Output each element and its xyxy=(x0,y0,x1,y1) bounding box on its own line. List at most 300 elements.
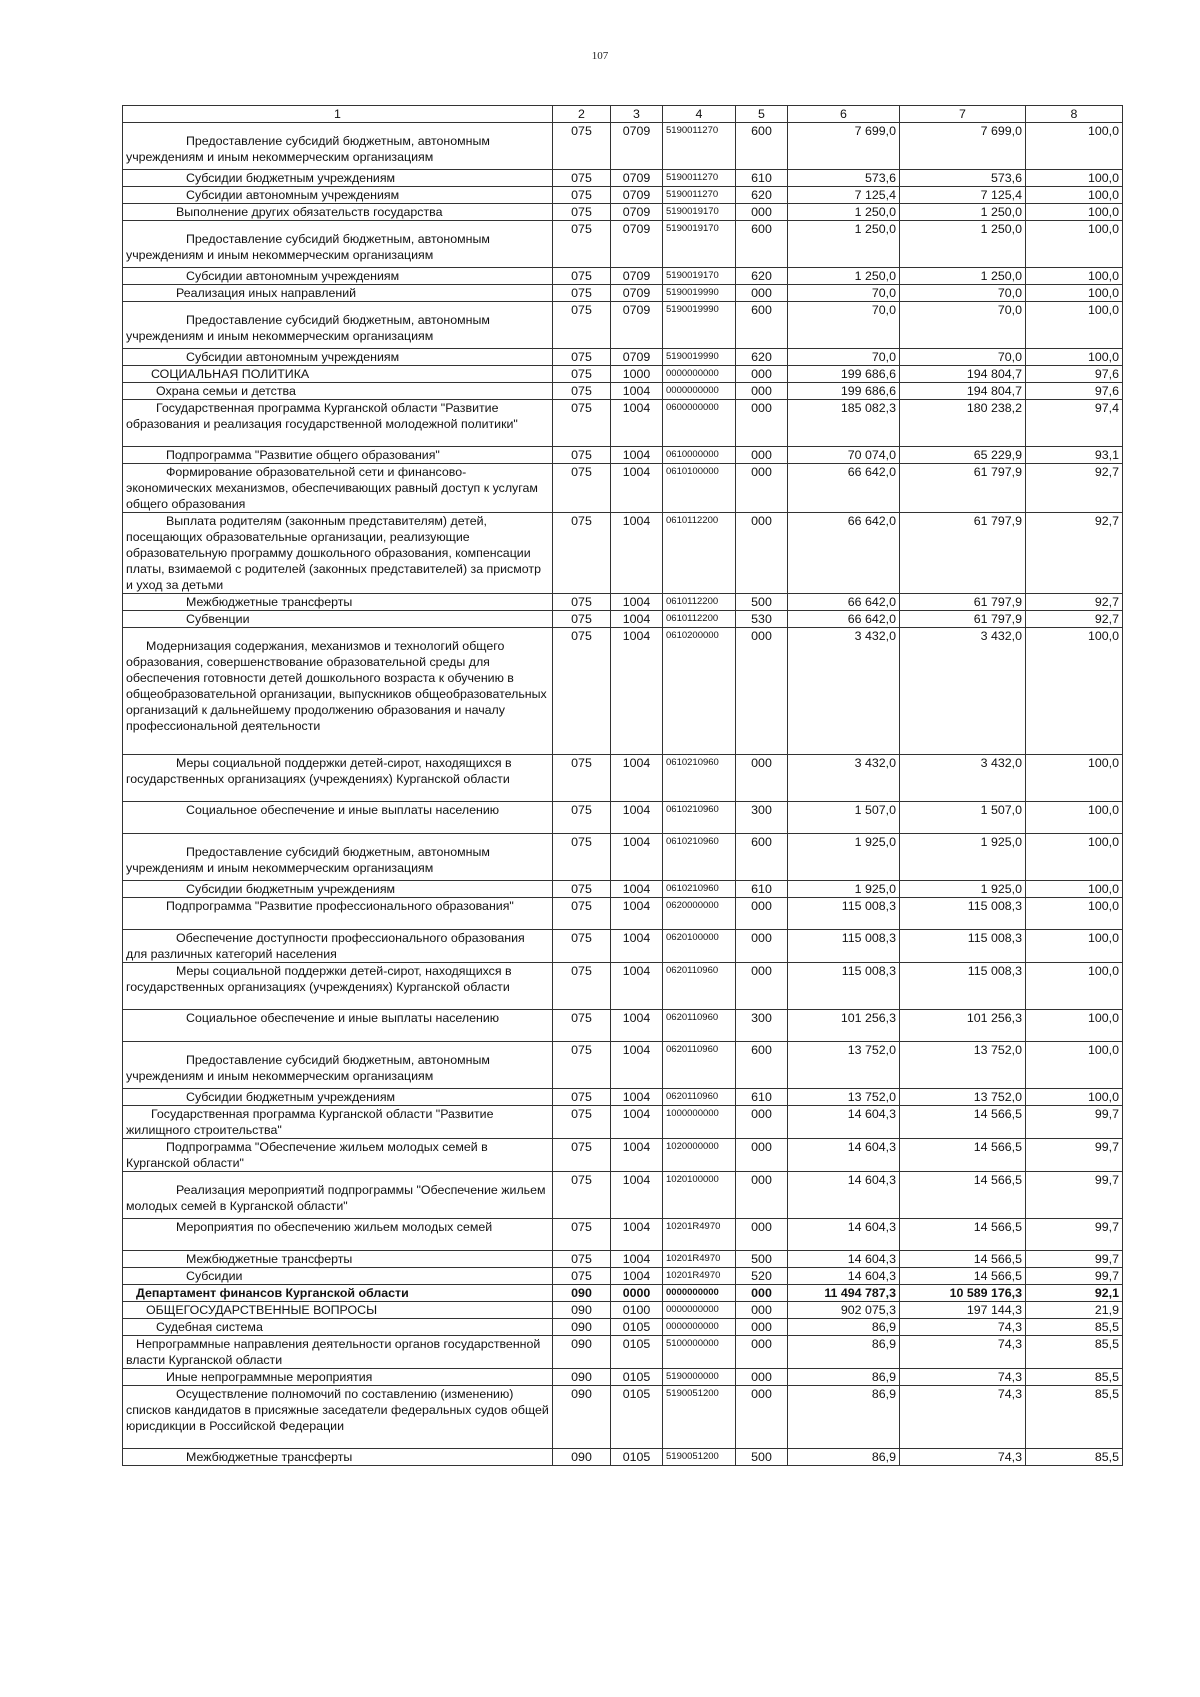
cell-c8: 92,7 xyxy=(1026,594,1123,611)
cell-c6: 1 507,0 xyxy=(788,802,900,834)
cell-c8: 99,7 xyxy=(1026,1219,1123,1251)
cell-c8: 85,5 xyxy=(1026,1336,1123,1369)
cell-c6: 14 604,3 xyxy=(788,1106,900,1139)
cell-c6: 115 008,3 xyxy=(788,898,900,930)
cell-c6: 1 250,0 xyxy=(788,268,900,285)
cell-c4: 0610100000 xyxy=(663,464,736,513)
cell-c3: 1004 xyxy=(611,1251,663,1268)
row-name: Реализация мероприятий подпрограммы "Обеспечение жильем молодых семей в Курганской области" xyxy=(126,1183,546,1213)
row-name: Предоставление субсидий бюджетным, автономным учреждениям и иным некоммерческим организациям xyxy=(126,1053,490,1083)
table-row xyxy=(123,1251,1123,1268)
cell-c4: 0000000000 xyxy=(663,1285,736,1302)
cell-c4: 5100000000 xyxy=(663,1336,736,1369)
cell-c2: 075 xyxy=(553,302,611,349)
cell-c7: 1 250,0 xyxy=(900,204,1026,221)
table-row xyxy=(123,594,1123,611)
cell-c7: 7 125,4 xyxy=(900,187,1026,204)
cell-c3: 0105 xyxy=(611,1449,663,1466)
cell-c5: 600 xyxy=(736,221,788,268)
table-row xyxy=(123,802,1123,834)
cell-c8: 99,7 xyxy=(1026,1172,1123,1219)
cell-c3: 1004 xyxy=(611,1172,663,1219)
cell-c2: 075 xyxy=(553,1268,611,1285)
cell-c7: 1 250,0 xyxy=(900,268,1026,285)
cell-c8: 100,0 xyxy=(1026,204,1123,221)
row-name-cell xyxy=(123,366,553,383)
table-row xyxy=(123,366,1123,383)
row-name-cell xyxy=(123,1219,553,1251)
cell-c4: 0610112200 xyxy=(663,611,736,628)
row-name-cell xyxy=(123,1172,553,1219)
row-name-cell xyxy=(123,834,553,881)
cell-c7: 180 238,2 xyxy=(900,400,1026,447)
cell-c3: 0709 xyxy=(611,302,663,349)
cell-c8: 100,0 xyxy=(1026,755,1123,802)
cell-c4: 0620100000 xyxy=(663,930,736,963)
row-name: Выполнение других обязательств государства xyxy=(176,205,443,219)
table-row xyxy=(123,1386,1123,1449)
cell-c7: 74,3 xyxy=(900,1449,1026,1466)
cell-c8: 100,0 xyxy=(1026,221,1123,268)
row-name: Социальное обеспечение и иные выплаты населению xyxy=(186,1011,500,1025)
cell-c4: 0600000000 xyxy=(663,400,736,447)
table-row xyxy=(123,881,1123,898)
cell-c6: 86,9 xyxy=(788,1319,900,1336)
row-name-cell xyxy=(123,755,553,802)
cell-c2: 075 xyxy=(553,881,611,898)
cell-c2: 075 xyxy=(553,221,611,268)
row-name-cell xyxy=(123,1268,553,1285)
table-row xyxy=(123,963,1123,1010)
cell-c7: 70,0 xyxy=(900,285,1026,302)
cell-c5: 600 xyxy=(736,302,788,349)
cell-c3: 1004 xyxy=(611,881,663,898)
cell-c4: 0620110960 xyxy=(663,1010,736,1042)
cell-c6: 101 256,3 xyxy=(788,1010,900,1042)
table-row xyxy=(123,628,1123,755)
table-row xyxy=(123,1106,1123,1139)
cell-c2: 075 xyxy=(553,755,611,802)
cell-c7: 1 250,0 xyxy=(900,221,1026,268)
cell-c3: 1004 xyxy=(611,834,663,881)
cell-c8: 97,6 xyxy=(1026,366,1123,383)
cell-c3: 0100 xyxy=(611,1302,663,1319)
cell-c7: 14 566,5 xyxy=(900,1139,1026,1172)
cell-c7: 194 804,7 xyxy=(900,383,1026,400)
table-row xyxy=(123,1336,1123,1369)
cell-c6: 902 075,3 xyxy=(788,1302,900,1319)
row-name-cell xyxy=(123,802,553,834)
cell-c8: 99,7 xyxy=(1026,1106,1123,1139)
cell-c7: 14 566,5 xyxy=(900,1268,1026,1285)
row-name: Непрограммные направления деятельности органов государственной власти Курганской области xyxy=(126,1337,541,1367)
column-header: 8 xyxy=(1026,106,1123,123)
table-row xyxy=(123,898,1123,930)
cell-c3: 1004 xyxy=(611,1010,663,1042)
cell-c8: 100,0 xyxy=(1026,187,1123,204)
cell-c6: 70,0 xyxy=(788,349,900,366)
row-name: Обеспечение доступности профессионального образования для различных категорий населения xyxy=(126,931,525,961)
cell-c7: 14 566,5 xyxy=(900,1251,1026,1268)
row-name-cell xyxy=(123,898,553,930)
cell-c3: 1004 xyxy=(611,802,663,834)
cell-c2: 075 xyxy=(553,1219,611,1251)
cell-c5: 620 xyxy=(736,187,788,204)
cell-c5: 300 xyxy=(736,1010,788,1042)
cell-c8: 100,0 xyxy=(1026,285,1123,302)
cell-c7: 13 752,0 xyxy=(900,1089,1026,1106)
row-name: Подпрограмма "Развитие профессионального образования" xyxy=(166,899,514,913)
column-header: 6 xyxy=(788,106,900,123)
cell-c7: 115 008,3 xyxy=(900,898,1026,930)
cell-c6: 1 250,0 xyxy=(788,221,900,268)
cell-c3: 1004 xyxy=(611,898,663,930)
cell-c8: 100,0 xyxy=(1026,302,1123,349)
cell-c2: 075 xyxy=(553,285,611,302)
row-name-cell xyxy=(123,123,553,170)
cell-c3: 0105 xyxy=(611,1369,663,1386)
cell-c3: 1004 xyxy=(611,1268,663,1285)
cell-c4: 1020000000 xyxy=(663,1139,736,1172)
budget-table xyxy=(122,105,1123,1466)
row-name: Меры социальной поддержки детей-сирот, находящихся в государственных организациях (учреждениях) Курганской области xyxy=(126,964,512,994)
row-name-cell xyxy=(123,285,553,302)
cell-c3: 1004 xyxy=(611,930,663,963)
cell-c4: 5190051200 xyxy=(663,1386,736,1449)
table-row xyxy=(123,204,1123,221)
row-name: Судебная система xyxy=(156,1320,263,1334)
cell-c6: 14 604,3 xyxy=(788,1268,900,1285)
cell-c4: 0000000000 xyxy=(663,366,736,383)
row-name: Меры социальной поддержки детей-сирот, находящихся в государственных организациях (учреждениях) Курганской области xyxy=(126,756,512,786)
cell-c8: 100,0 xyxy=(1026,170,1123,187)
row-name-cell xyxy=(123,513,553,594)
table-row xyxy=(123,1089,1123,1106)
cell-c2: 075 xyxy=(553,834,611,881)
row-name: Государственная программа Курганской области "Развитие жилищного строительства" xyxy=(126,1107,494,1137)
cell-c3: 1004 xyxy=(611,755,663,802)
cell-c8: 92,7 xyxy=(1026,513,1123,594)
row-name: Предоставление субсидий бюджетным, автономным учреждениям и иным некоммерческим организациям xyxy=(126,232,490,262)
cell-c2: 075 xyxy=(553,268,611,285)
cell-c8: 85,5 xyxy=(1026,1386,1123,1449)
cell-c8: 100,0 xyxy=(1026,963,1123,1010)
table-row xyxy=(123,268,1123,285)
row-name: Реализация иных направлений xyxy=(176,286,357,300)
cell-c3: 0000 xyxy=(611,1285,663,1302)
cell-c2: 075 xyxy=(553,383,611,400)
cell-c3: 0709 xyxy=(611,170,663,187)
cell-c2: 075 xyxy=(553,802,611,834)
cell-c6: 13 752,0 xyxy=(788,1089,900,1106)
cell-c7: 74,3 xyxy=(900,1386,1026,1449)
row-name: ОБЩЕГОСУДАРСТВЕННЫЕ ВОПРОСЫ xyxy=(146,1303,378,1317)
cell-c2: 075 xyxy=(553,204,611,221)
cell-c5: 000 xyxy=(736,628,788,755)
cell-c4: 5190051200 xyxy=(663,1449,736,1466)
cell-c5: 000 xyxy=(736,366,788,383)
cell-c4: 0610210960 xyxy=(663,802,736,834)
table-row xyxy=(123,611,1123,628)
table-row xyxy=(123,349,1123,366)
cell-c3: 1004 xyxy=(611,963,663,1010)
cell-c5: 000 xyxy=(736,285,788,302)
table-row xyxy=(123,400,1123,447)
row-name: Субсидии автономным учреждениям xyxy=(186,269,400,283)
cell-c4: 5190000000 xyxy=(663,1369,736,1386)
cell-c5: 610 xyxy=(736,881,788,898)
table-body xyxy=(123,123,1123,1466)
cell-c5: 000 xyxy=(736,1219,788,1251)
column-header: 4 xyxy=(663,106,736,123)
cell-c2: 075 xyxy=(553,187,611,204)
cell-c8: 100,0 xyxy=(1026,881,1123,898)
row-name-cell xyxy=(123,594,553,611)
table-row xyxy=(123,1302,1123,1319)
cell-c8: 85,5 xyxy=(1026,1369,1123,1386)
cell-c2: 090 xyxy=(553,1319,611,1336)
cell-c5: 600 xyxy=(736,1042,788,1089)
cell-c6: 86,9 xyxy=(788,1449,900,1466)
cell-c4: 5190019990 xyxy=(663,349,736,366)
column-header: 5 xyxy=(736,106,788,123)
cell-c6: 199 686,6 xyxy=(788,366,900,383)
cell-c8: 93,1 xyxy=(1026,447,1123,464)
cell-c5: 000 xyxy=(736,755,788,802)
cell-c8: 85,5 xyxy=(1026,1449,1123,1466)
row-name-cell xyxy=(123,349,553,366)
row-name-cell xyxy=(123,1010,553,1042)
cell-c8: 99,7 xyxy=(1026,1251,1123,1268)
table-row xyxy=(123,187,1123,204)
cell-c7: 573,6 xyxy=(900,170,1026,187)
row-name-cell xyxy=(123,447,553,464)
cell-c7: 61 797,9 xyxy=(900,611,1026,628)
cell-c3: 0709 xyxy=(611,285,663,302)
cell-c7: 115 008,3 xyxy=(900,930,1026,963)
cell-c2: 075 xyxy=(553,447,611,464)
cell-c3: 1004 xyxy=(611,400,663,447)
cell-c4: 5190019990 xyxy=(663,302,736,349)
cell-c5: 520 xyxy=(736,1268,788,1285)
cell-c6: 86,9 xyxy=(788,1336,900,1369)
cell-c4: 0000000000 xyxy=(663,1302,736,1319)
page-number: 107 xyxy=(591,50,609,62)
cell-c6: 66 642,0 xyxy=(788,611,900,628)
cell-c5: 000 xyxy=(736,1302,788,1319)
cell-c5: 000 xyxy=(736,400,788,447)
cell-c8: 85,5 xyxy=(1026,1319,1123,1336)
cell-c8: 100,0 xyxy=(1026,834,1123,881)
row-name-cell xyxy=(123,1089,553,1106)
table-row xyxy=(123,1285,1123,1302)
cell-c3: 1004 xyxy=(611,628,663,755)
row-name-cell xyxy=(123,1042,553,1089)
cell-c6: 115 008,3 xyxy=(788,930,900,963)
cell-c3: 1004 xyxy=(611,1106,663,1139)
cell-c4: 0610210960 xyxy=(663,755,736,802)
row-name: Предоставление субсидий бюджетным, автономным учреждениям и иным некоммерческим организациям xyxy=(126,313,490,343)
cell-c4: 10201R4970 xyxy=(663,1219,736,1251)
row-name: Предоставление субсидий бюджетным, автономным учреждениям и иным некоммерческим организациям xyxy=(126,134,490,164)
table-row xyxy=(123,447,1123,464)
row-name: Социальное обеспечение и иные выплаты населению xyxy=(186,803,500,817)
cell-c7: 101 256,3 xyxy=(900,1010,1026,1042)
row-name-cell xyxy=(123,204,553,221)
cell-c4: 0000000000 xyxy=(663,383,736,400)
row-name-cell xyxy=(123,1285,553,1302)
table-row xyxy=(123,285,1123,302)
cell-c7: 61 797,9 xyxy=(900,464,1026,513)
cell-c6: 3 432,0 xyxy=(788,755,900,802)
table-row xyxy=(123,1369,1123,1386)
row-name: Иные непрограммные мероприятия xyxy=(166,1370,373,1384)
row-name-cell xyxy=(123,1139,553,1172)
cell-c5: 620 xyxy=(736,268,788,285)
row-name-cell xyxy=(123,963,553,1010)
cell-c3: 1004 xyxy=(611,447,663,464)
table-row xyxy=(123,123,1123,170)
cell-c6: 70,0 xyxy=(788,285,900,302)
row-name-cell xyxy=(123,464,553,513)
table-row xyxy=(123,170,1123,187)
cell-c2: 075 xyxy=(553,611,611,628)
row-name: Подпрограмма "Обеспечение жильем молодых семей в Курганской области" xyxy=(126,1140,488,1170)
table-row xyxy=(123,834,1123,881)
cell-c4: 5190019170 xyxy=(663,221,736,268)
cell-c3: 0709 xyxy=(611,349,663,366)
cell-c2: 075 xyxy=(553,349,611,366)
cell-c5: 000 xyxy=(736,1285,788,1302)
cell-c8: 97,4 xyxy=(1026,400,1123,447)
row-name-cell xyxy=(123,628,553,755)
cell-c3: 1004 xyxy=(611,1139,663,1172)
cell-c4: 0620110960 xyxy=(663,963,736,1010)
cell-c5: 530 xyxy=(736,611,788,628)
cell-c6: 14 604,3 xyxy=(788,1172,900,1219)
cell-c3: 0709 xyxy=(611,268,663,285)
cell-c3: 1004 xyxy=(611,1042,663,1089)
cell-c7: 65 229,9 xyxy=(900,447,1026,464)
cell-c2: 075 xyxy=(553,464,611,513)
row-name-cell xyxy=(123,1369,553,1386)
cell-c3: 1004 xyxy=(611,513,663,594)
row-name: Охрана семьи и детства xyxy=(156,384,296,398)
cell-c4: 0610112200 xyxy=(663,594,736,611)
cell-c8: 100,0 xyxy=(1026,628,1123,755)
row-name-cell xyxy=(123,930,553,963)
cell-c2: 075 xyxy=(553,366,611,383)
cell-c6: 115 008,3 xyxy=(788,963,900,1010)
row-name-cell xyxy=(123,302,553,349)
cell-c8: 100,0 xyxy=(1026,123,1123,170)
row-name-cell xyxy=(123,1386,553,1449)
row-name-cell xyxy=(123,1106,553,1139)
cell-c4: 10201R4970 xyxy=(663,1251,736,1268)
cell-c5: 600 xyxy=(736,834,788,881)
cell-c8: 97,6 xyxy=(1026,383,1123,400)
cell-c3: 1004 xyxy=(611,1089,663,1106)
row-name-cell xyxy=(123,383,553,400)
cell-c8: 100,0 xyxy=(1026,268,1123,285)
cell-c4: 1020100000 xyxy=(663,1172,736,1219)
cell-c2: 075 xyxy=(553,170,611,187)
cell-c5: 610 xyxy=(736,170,788,187)
cell-c5: 000 xyxy=(736,1386,788,1449)
row-name: Модернизация содержания, механизмов и технологий общего образования, совершенствование образовательной среды для обеспечения готовности детей дошкольного возраста к обучению в общеобразовательной организации, выпускников общеобразовательных организаций к дальнейшему продолжению образования и началу профессиональной деятельности xyxy=(126,639,547,733)
cell-c7: 1 925,0 xyxy=(900,834,1026,881)
cell-c6: 1 925,0 xyxy=(788,881,900,898)
table-row xyxy=(123,1042,1123,1089)
table-row xyxy=(123,464,1123,513)
cell-c4: 5190019170 xyxy=(663,268,736,285)
cell-c5: 000 xyxy=(736,383,788,400)
row-name: Выплата родителям (законным представителям) детей, посещающих образовательные организации, реализующие образовательную программу дошкольного образования, компенсации платы, взимаемой с родителей (законных представителей) за присмотр и уход за детьми xyxy=(126,514,541,592)
cell-c7: 70,0 xyxy=(900,302,1026,349)
cell-c7: 74,3 xyxy=(900,1319,1026,1336)
cell-c4: 1000000000 xyxy=(663,1106,736,1139)
cell-c2: 090 xyxy=(553,1302,611,1319)
header-row xyxy=(123,106,1123,123)
cell-c6: 1 925,0 xyxy=(788,834,900,881)
cell-c2: 075 xyxy=(553,1251,611,1268)
cell-c7: 115 008,3 xyxy=(900,963,1026,1010)
cell-c7: 74,3 xyxy=(900,1336,1026,1369)
cell-c8: 99,7 xyxy=(1026,1268,1123,1285)
cell-c5: 000 xyxy=(736,204,788,221)
column-header: 2 xyxy=(553,106,611,123)
cell-c8: 92,7 xyxy=(1026,464,1123,513)
cell-c4: 5190011270 xyxy=(663,123,736,170)
cell-c4: 0620110960 xyxy=(663,1042,736,1089)
cell-c4: 0610200000 xyxy=(663,628,736,755)
cell-c7: 3 432,0 xyxy=(900,628,1026,755)
cell-c5: 000 xyxy=(736,1336,788,1369)
row-name-cell xyxy=(123,221,553,268)
cell-c5: 620 xyxy=(736,349,788,366)
row-name: Межбюджетные трансферты xyxy=(186,1450,353,1464)
cell-c4: 5190019170 xyxy=(663,204,736,221)
cell-c2: 075 xyxy=(553,1172,611,1219)
cell-c6: 1 250,0 xyxy=(788,204,900,221)
table-row xyxy=(123,1139,1123,1172)
cell-c5: 500 xyxy=(736,1251,788,1268)
row-name: Субсидии xyxy=(186,1269,243,1283)
cell-c6: 3 432,0 xyxy=(788,628,900,755)
cell-c7: 70,0 xyxy=(900,349,1026,366)
cell-c8: 92,7 xyxy=(1026,611,1123,628)
cell-c3: 0709 xyxy=(611,204,663,221)
cell-c7: 13 752,0 xyxy=(900,1042,1026,1089)
cell-c5: 000 xyxy=(736,930,788,963)
table-row xyxy=(123,302,1123,349)
cell-c5: 000 xyxy=(736,1319,788,1336)
cell-c6: 7 125,4 xyxy=(788,187,900,204)
cell-c5: 000 xyxy=(736,1139,788,1172)
table-row xyxy=(123,513,1123,594)
cell-c8: 100,0 xyxy=(1026,1010,1123,1042)
cell-c8: 92,1 xyxy=(1026,1285,1123,1302)
cell-c3: 0709 xyxy=(611,187,663,204)
cell-c3: 1004 xyxy=(611,611,663,628)
cell-c6: 66 642,0 xyxy=(788,594,900,611)
column-header: 1 xyxy=(123,106,553,123)
cell-c5: 300 xyxy=(736,802,788,834)
row-name: Субсидии бюджетным учреждениям xyxy=(186,171,396,185)
row-name-cell xyxy=(123,170,553,187)
cell-c3: 1004 xyxy=(611,1219,663,1251)
cell-c5: 000 xyxy=(736,1369,788,1386)
